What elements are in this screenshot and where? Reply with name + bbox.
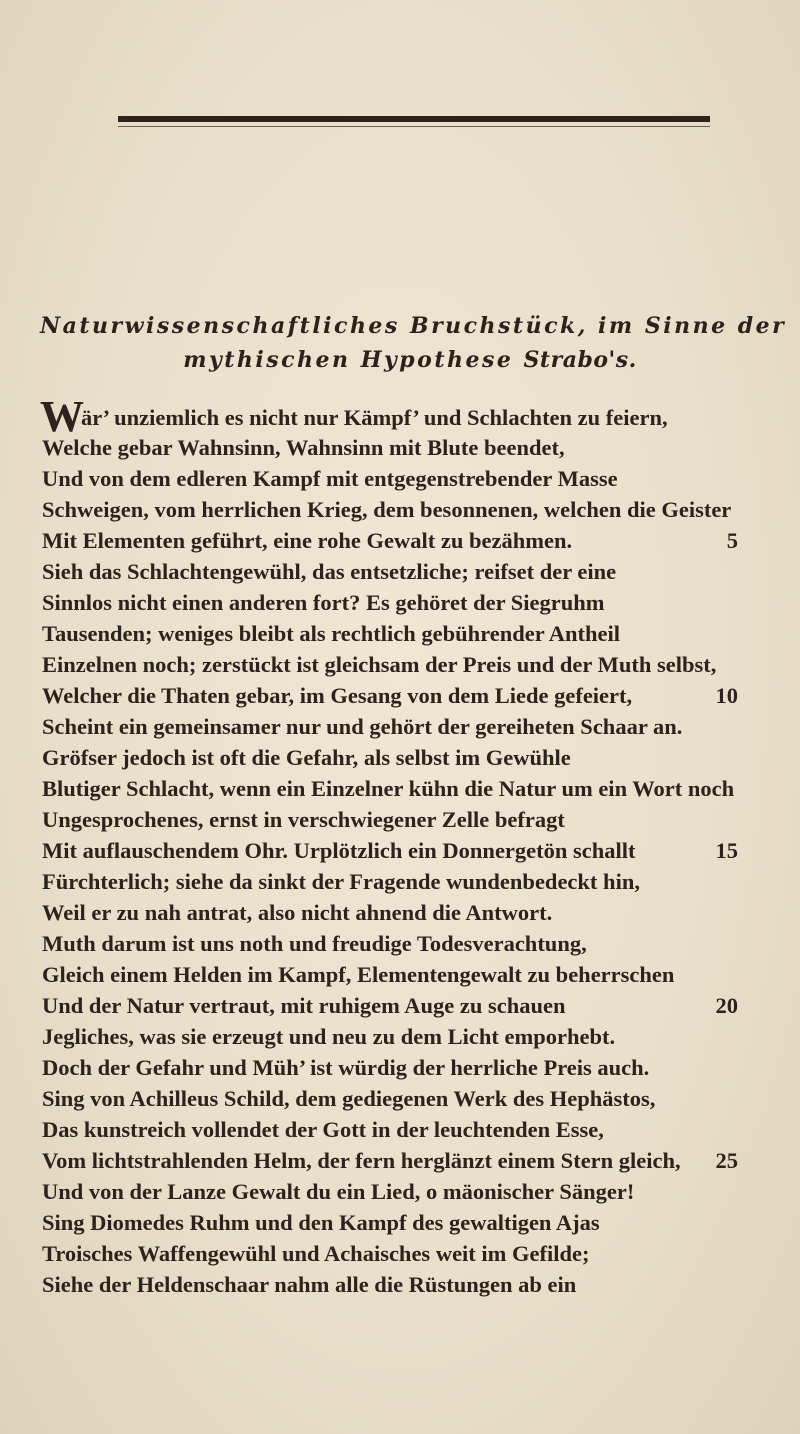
poem-line-26: Und von der Lanze Gewalt du ein Lied, o mäonischer Sänger! bbox=[42, 1179, 635, 1204]
poem-line-16: Fürchterlich; siehe da sinkt der Fragende wundenbedeckt hin, bbox=[42, 869, 640, 894]
poem-line-1-text: är’ unziemlich es nicht nur Kämpf’ und Schlachten zu feiern, bbox=[81, 405, 668, 430]
poem-line-6: Sieh das Schlachtengewühl, das entsetzliche; reifset der eine bbox=[42, 559, 617, 584]
line-number-20: 20 bbox=[715, 993, 738, 1018]
poem-line-9: Einzelnen noch; zerstückt ist gleichsam der Preis und der Muth selbst, bbox=[42, 652, 717, 677]
poem-line-7: Sinnlos nicht einen anderen fort? Es gehöret der Siegruhm bbox=[42, 590, 605, 615]
poem-line-25: Vom lichtstrahlenden Helm, der fern herglänzt einem Stern gleich, bbox=[42, 1148, 681, 1173]
poem-line-14: Ungesprochenes, ernst in verschwiegener Zelle befragt bbox=[42, 807, 565, 832]
poem-line-24: Das kunstreich vollendet der Gott in der leuchtenden Esse, bbox=[42, 1117, 604, 1142]
poem-line-29: Siehe der Heldenschaar nahm alle die Rüstungen ab ein bbox=[42, 1272, 577, 1297]
poem-line-19: Gleich einem Helden im Kampf, Elementengewalt zu beherrschen bbox=[42, 962, 675, 987]
poem-line-1 bbox=[40, 392, 668, 441]
title-line-1: Naturwissenschaftliches Bruchstück, im Sinne der bbox=[40, 313, 787, 339]
poem-line-23: Sing von Achilleus Schild, dem gediegenen Werk des Hephästos, bbox=[42, 1086, 656, 1111]
poem-line-8: Tausenden; weniges bleibt als rechtlich gebührender Antheil bbox=[42, 621, 620, 646]
header-rule-thin bbox=[118, 126, 710, 127]
title-author-name: Strabo's. bbox=[523, 347, 637, 373]
poem-line-15: Mit auflauschendem Ohr. Urplötzlich ein Donnergetön schallt bbox=[42, 838, 636, 863]
poem-line-12: Gröfser jedoch ist oft die Gefahr, als selbst im Gewühle bbox=[42, 745, 571, 770]
poem-line-2: Welche gebar Wahnsinn, Wahnsinn mit Blute beendet, bbox=[42, 435, 565, 460]
header-rule bbox=[118, 116, 710, 122]
poem-line-28: Troisches Waffengewühl und Achaisches weit im Gefilde; bbox=[42, 1241, 590, 1266]
poem-line-4: Schweigen, vom herrlichen Krieg, dem besonnenen, welchen die Geister bbox=[42, 497, 732, 522]
line-number-25: 25 bbox=[715, 1148, 738, 1173]
poem-line-11: Scheint ein gemeinsamer nur und gehört der gereiheten Schaar an. bbox=[42, 714, 683, 739]
poem-line-18: Muth darum ist uns noth und freudige Todesverachtung, bbox=[42, 931, 587, 956]
poem-line-21: Jegliches, was sie erzeugt und neu zu dem Licht emporhebt. bbox=[42, 1024, 616, 1049]
poem-line-27: Sing Diomedes Ruhm und den Kampf des gewaltigen Ajas bbox=[42, 1210, 600, 1235]
line-number-5: 5 bbox=[726, 528, 738, 553]
poem-line-13: Blutiger Schlacht, wenn ein Einzelner kühn die Natur um ein Wort noch bbox=[42, 776, 735, 801]
line-number-15: 15 bbox=[715, 838, 738, 863]
poem-line-5: Mit Elementen geführt, eine rohe Gewalt zu bezähmen. bbox=[42, 528, 573, 553]
poem-line-10: Welcher die Thaten gebar, im Gesang von dem Liede gefeiert, bbox=[42, 683, 633, 708]
poem-line-22: Doch der Gefahr und Müh’ ist würdig der herrliche Preis auch. bbox=[42, 1055, 650, 1080]
title-line-2-text: mythischen Hypothese bbox=[183, 347, 514, 373]
poem-line-3: Und von dem edleren Kampf mit entgegenstrebender Masse bbox=[42, 466, 618, 491]
title-line-2 bbox=[40, 347, 780, 373]
line-number-10: 10 bbox=[715, 683, 738, 708]
poem-line-20: Und der Natur vertraut, mit ruhigem Auge zu schauen bbox=[42, 993, 566, 1018]
poem-line-17: Weil er zu nah antrat, also nicht ahnend die Antwort. bbox=[42, 900, 553, 925]
drop-cap: W bbox=[40, 392, 80, 441]
